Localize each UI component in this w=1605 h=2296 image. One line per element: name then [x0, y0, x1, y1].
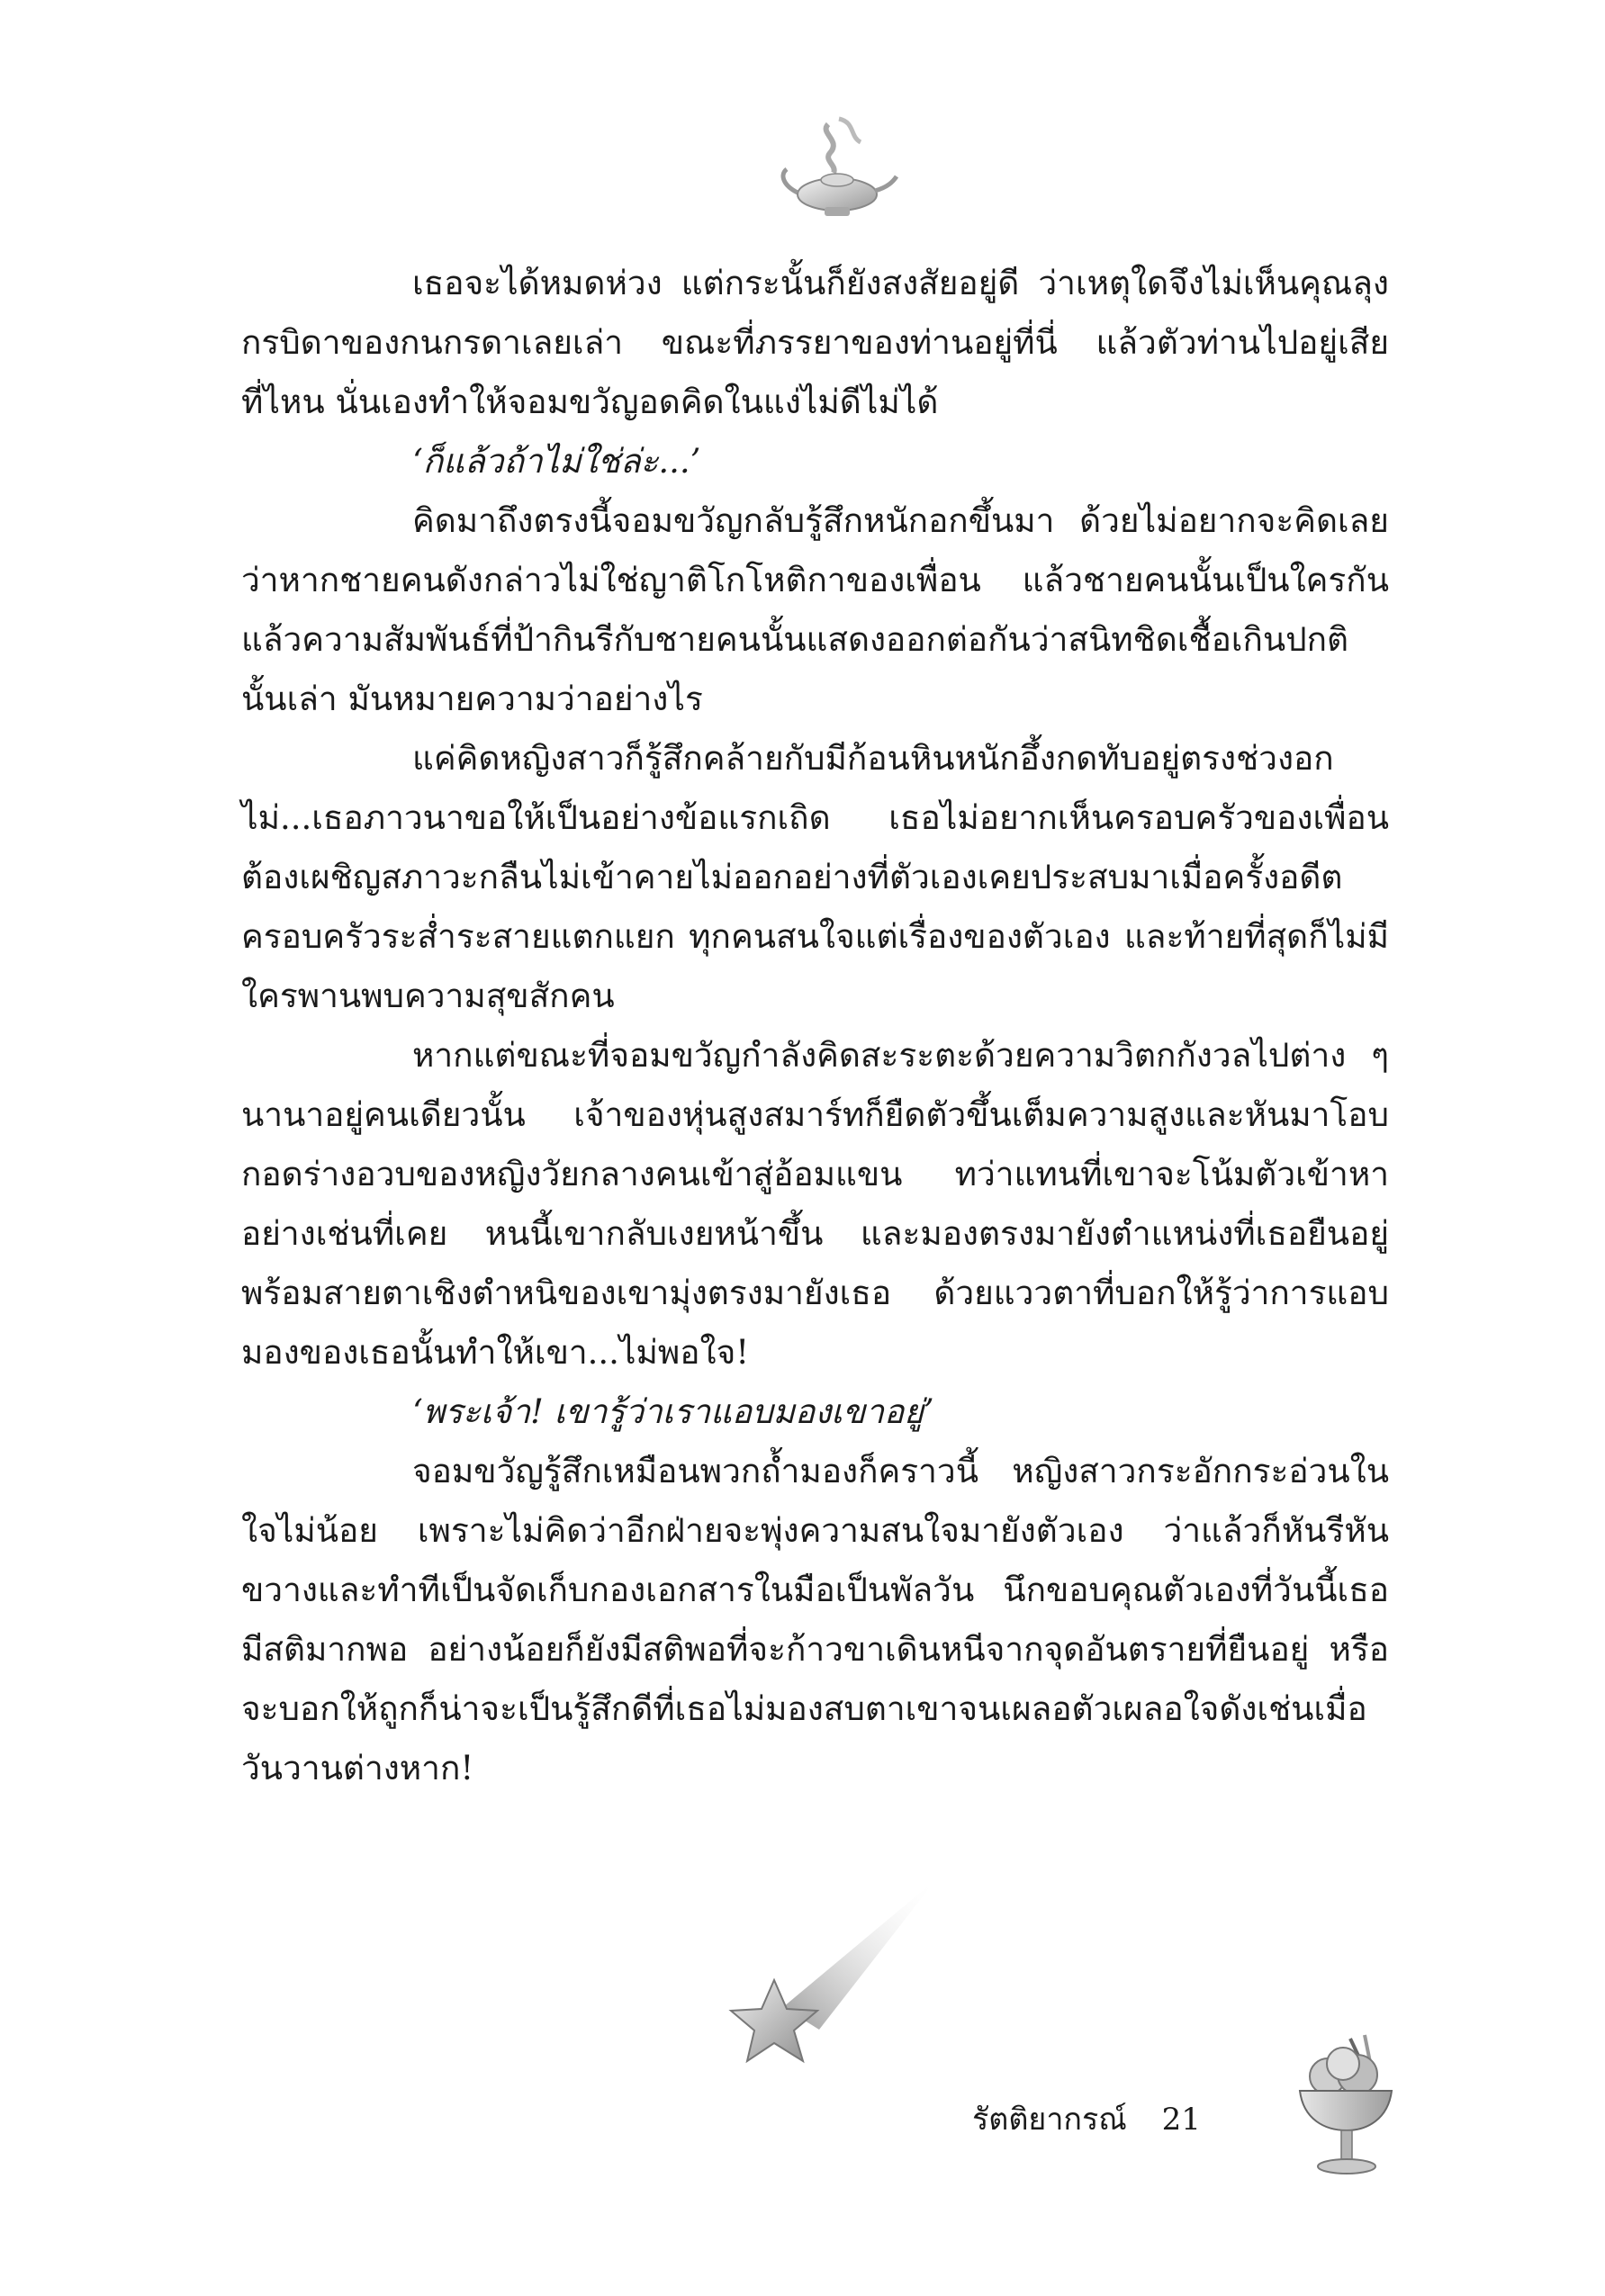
book-title: รัตติยากรณ์ — [972, 2102, 1127, 2138]
ice-cream-sundae-icon — [1287, 2030, 1404, 2183]
paragraph: เธอจะได้หมดห่วง แต่กระนั้นก็ยังสงสัยอยู่ดี ว่าเหตุใดจึงไม่เห็นคุณลุงกรบิดาของกนกรดาเลยเล่า ขณะที่ภรรยาของท่านอยู่ที่นี่ แล้วตัวท่านไปอยู่เสียที่ไหน นั่นเองทำให้จอมขวัญอดคิดในแง่ไม่ดีไม่ได้ — [241, 264, 1389, 421]
body-text — [241, 254, 1389, 1798]
shooting-star-icon — [720, 1872, 945, 2079]
paragraph: จอมขวัญรู้สึกเหมือนพวกถ้ำมองก็คราวนี้ หญิงสาวกระอักกระอ่วนในใจไม่น้อย เพราะไม่คิดว่าอีกฝ่ายจะพุ่งความสนใจมายังตัวเอง ว่าแล้วก็หันรีหันขวางและทำทีเป็นจัดเก็บกองเอกสารในมือเป็นพัลวัน นึกขอบคุณตัวเองที่วันนี้เธอมีสติมากพอ อย่างน้อยก็ยังมีสติพอที่จะก้าวขาเดินหนีจากจุดอันตรายที่ยืนอยู่ หรือจะบอกให้ถูกก็น่าจะเป็นรู้สึกดีที่เธอไม่มองสบตาเขาจนเผลอตัวเผลอใจดังเช่นเมื่อวันวานต่างหาก! — [241, 1452, 1389, 1787]
paragraph: คิดมาถึงตรงนี้จอมขวัญกลับรู้สึกหนักอกขึ้นมา ด้วยไม่อยากจะคิดเลยว่าหากชายคนดังกล่าวไม่ใช่ญาติโกโหติกาของเพื่อน แล้วชายคนนั้นเป็นใครกัน แล้วความสัมพันธ์ที่ป้ากินรีกับชายคนนั้นแสดงออกต่อกันว่าสนิทชิดเชื้อเกินปกตินั้นเล่า มันหมายความว่าอย่างไร — [241, 501, 1389, 718]
page-footer — [972, 2097, 1201, 2142]
paragraph: หากแต่ขณะที่จอมขวัญกำลังคิดสะระตะด้วยความวิตกกังวลไปต่าง ๆ นานาอยู่คนเดียวนั้น เจ้าของหุ่นสูงสมาร์ทก็ยืดตัวขึ้นเต็มความสูงและหันมาโอบกอดร่างอวบของหญิงวัยกลางคนเข้าสู่อ้อมแขน ทว่าแทนที่เขาจะโน้มตัวเข้าหาอย่างเช่นที่เคย หนนี้เขากลับเงยหน้าขึ้น และมองตรงมายังตำแหน่งที่เธอยืนอยู่ พร้อมสายตาเชิงตำหนิของเขามุ่งตรงมายังเธอ ด้วยแววตาที่บอกให้รู้ว่าการแอบมองของเธอนั้นทำให้เขา...ไม่พอใจ! — [241, 1036, 1389, 1372]
genie-lamp-icon — [774, 106, 900, 232]
page-number: 21 — [1161, 2102, 1201, 2138]
inner-thought: ‘พระเจ้า! เขารู้ว่าเราแอบมองเขาอยู่’ — [412, 1392, 934, 1431]
paragraph: แค่คิดหญิงสาวก็รู้สึกคล้ายกับมีก้อนหินหนักอึ้งกดทับอยู่ตรงช่วงอกไม่...เธอภาวนาขอให้เป็นอย่างข้อแรกเถิด เธอไม่อยากเห็นครอบครัวของเพื่อนต้องเผชิญสภาวะกลืนไม่เข้าคายไม่ออกอย่างที่ตัวเองเคยประสบมาเมื่อครั้งอดีต ครอบครัวระส่ำระสายแตกแยก ทุกคนสนใจแต่เรื่องของตัวเอง และท้ายที่สุดก็ไม่มีใครพานพบความสุขสักคน — [241, 739, 1389, 1015]
inner-thought: ‘ก็แล้วถ้าไม่ใช่ล่ะ...’ — [412, 442, 701, 481]
